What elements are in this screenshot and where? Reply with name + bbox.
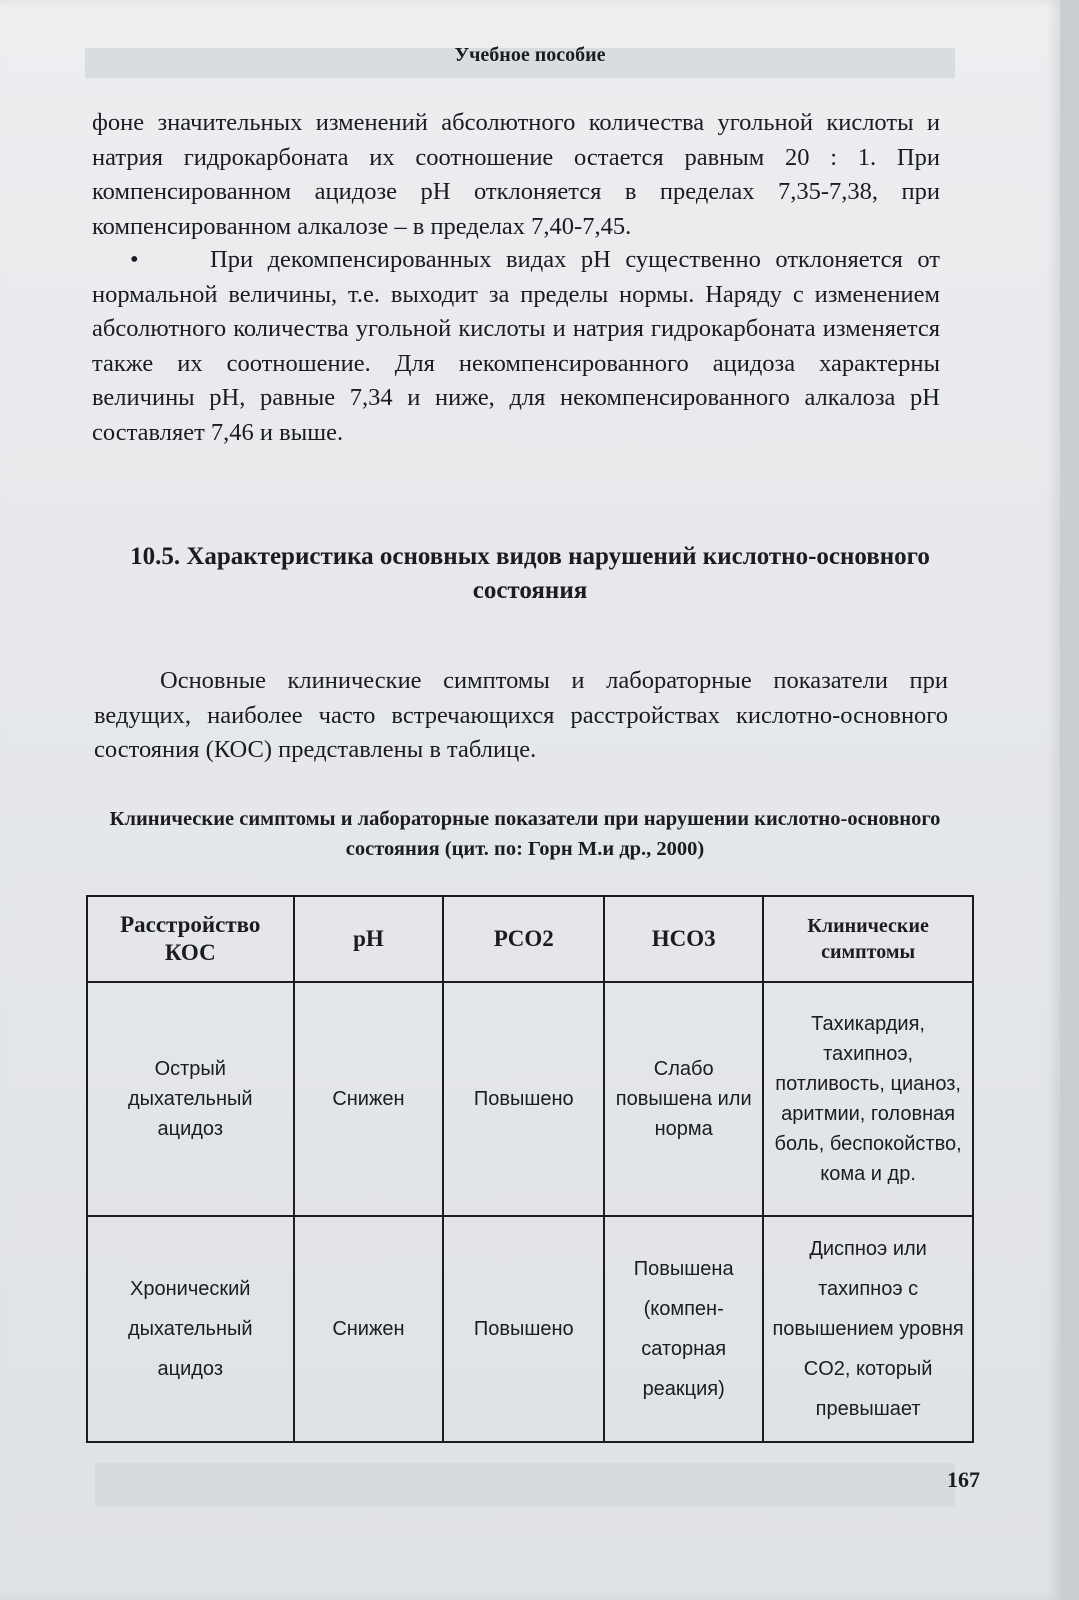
section-title: 10.5. Характеристика основных видов нарушений кислотно-основного состояния xyxy=(130,543,930,604)
table-caption: Клинические симптомы и лабораторные показатели при нарушении кислотно-основного состояния (цит. по: Горн М.и др., 2000) xyxy=(109,808,941,860)
cell-pco2: Повышено xyxy=(443,982,604,1216)
cell-disorder: Хронический дыхательный ацидоз xyxy=(87,1216,294,1442)
acid-base-table xyxy=(86,895,974,1443)
header-ph: pH xyxy=(294,896,444,982)
cell-pco2: Повышено xyxy=(443,1216,604,1442)
paragraph-3: Основные клинические симптомы и лабораторные показатели при ведущих, наиболее часто встречающихся расстройствах кислотно-основного состояния (КОС) представлены в таблице. xyxy=(94,667,948,763)
table-header-row xyxy=(87,896,973,982)
cell-ph: Снижен xyxy=(294,1216,444,1442)
bullet-icon: • xyxy=(130,246,139,273)
table-row xyxy=(87,1216,973,1442)
footer-band xyxy=(95,1463,955,1507)
header-disorder: Расстройство КОС xyxy=(87,896,294,982)
paragraph-2-text: При декомпенсированных видах pH существенно отклоняется от нормальной величины, т.е. выходит за пределы нормы. Наряду с изменением абсолютного количества угольной кислоты и натрия гидрокарбоната изменяется также их соотношение. Для некомпенсированного ацидоза характерны величины pH, равные 7,34 и ниже, для некомпенсированного алкалоза pH составляет 7,46 и выше. xyxy=(92,246,940,446)
cell-symptoms: Тахикардия, тахипноэ, потливость, цианоз, аритмии, головная боль, беспокойство, кома и др. xyxy=(763,982,973,1216)
paragraph-1: фоне значительных изменений абсолютного количества угольной кислоты и натрия гидрокарбоната их соотношение остается равным 20 : 1. При компенсированном ацидозе pH отклоняется в пределах 7,35-7,38, при компенсированном алкалозе – в пределах 7,40-7,45. xyxy=(92,109,940,240)
header-hco3: HCO3 xyxy=(604,896,763,982)
cell-disorder: Острый дыхательный ацидоз xyxy=(87,982,294,1216)
page-number: 167 xyxy=(947,1467,980,1492)
paragraph-2 xyxy=(92,243,940,450)
cell-ph: Снижен xyxy=(294,982,444,1216)
running-head: Учебное пособие xyxy=(454,44,606,66)
cell-hco3: Повышена (компен-саторная реакция) xyxy=(604,1216,763,1442)
cell-symptoms: Диспноэ или тахипноэ с повышением уровня CO2, который превышает xyxy=(763,1216,973,1442)
header-symptoms: Клинические симптомы xyxy=(763,896,973,982)
cell-hco3: Слабо повышена или норма xyxy=(604,982,763,1216)
header-pco2: PCO2 xyxy=(443,896,604,982)
table-row xyxy=(87,982,973,1216)
